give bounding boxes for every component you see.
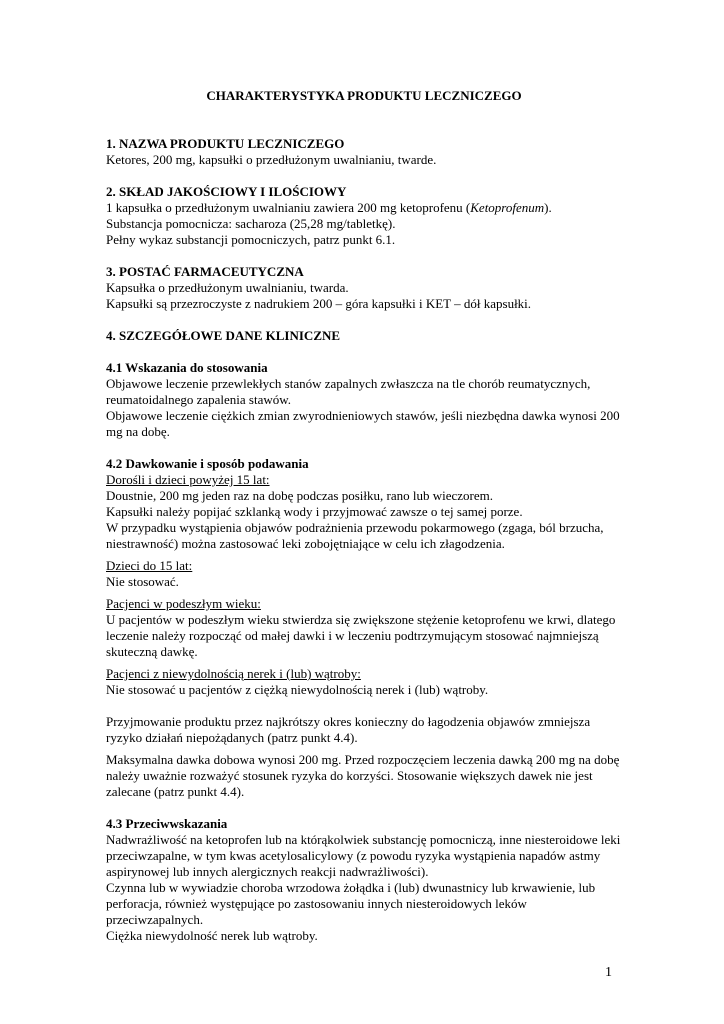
renal-label: Pacjenci z niewydolnością nerek i (lub) wątroby: [106, 666, 361, 681]
section-2-line-1 [106, 200, 622, 216]
max-dose-para: Maksymalna dawka dobowa wynosi 200 mg. Przed rozpoczęciem leczenia dawką 200 mg na dobę należy uważnie rozważyć stosunek ryzyka do korzyści. Stosowanie większych dawek nie jest zalecane (patrz punkt 4.4). [106, 752, 620, 799]
section-2-heading: 2. SKŁAD JAKOŚCIOWY I ILOŚCIOWY [106, 184, 347, 199]
section-3-heading: 3. POSTAĆ FARMACEUTYCZNA [106, 264, 304, 279]
page-number: 1 [605, 965, 612, 980]
section-2-line-2: Substancja pomocnicza: sacharoza (25,28 mg/tabletkę). [106, 216, 396, 231]
section-4-3-para-3: Ciężka niewydolność nerek lub wątroby. [106, 928, 318, 943]
section-4-1-para-2: Objawowe leczenie ciężkich zmian zwyrodnieniowych stawów, jeśli niezbędna dawka wynosi 200 mg na dobę. [106, 408, 620, 439]
section-3-line-1: Kapsułka o przedłużonym uwalnianiu, twarda. [106, 280, 349, 295]
elderly-line-1: U pacjentów w podeszłym wieku stwierdza się zwiększone stężenie ketoprofenu we krwi, dlatego leczenie należy rozpocząć od małej dawki i w leczeniu podtrzymującym stosować najmniejszą skuteczną dawkę. [106, 612, 616, 659]
section-4-2 [106, 456, 622, 800]
kids-label: Dzieci do 15 lat: [106, 558, 193, 573]
section-4-2-heading: 4.2 Dawkowanie i sposób podawania [106, 456, 309, 471]
adults-line-3: W przypadku wystąpienia objawów podrażnienia przewodu pokarmowego (zgaga, ból brzucha, niestrawność) można zastosować leki zobojętniające w celu ich złagodzenia. [106, 520, 604, 551]
section-3-line-2: Kapsułki są przezroczyste z nadrukiem 200 – góra kapsułki i KET – dół kapsułki. [106, 296, 532, 311]
section-3 [106, 264, 622, 312]
document-title: CHARAKTERYSTYKA PRODUKTU LECZNICZEGO [206, 88, 522, 103]
section-4-1-heading: 4.1 Wskazania do stosowania [106, 360, 268, 375]
adults-line-2: Kapsułki należy popijać szklanką wody i przyjmować zawsze o tej samej porze. [106, 504, 523, 519]
section-4-3-heading: 4.3 Przeciwwskazania [106, 816, 228, 831]
section-2-latin-name: Ketoprofenum [470, 200, 545, 215]
section-2-line-1c: ). [544, 200, 552, 215]
section-4-3-para-1: Nadwrażliwość na ketoprofen lub na którąkolwiek substancję pomocniczą, inne niesteroidowe leki przeciwzapalne, w tym kwas acetylosalicylowy (z powodu ryzyka wystąpienia napadów astmy aspirynowej lub innych alergicznych reakcji nadwrażliwości). [106, 832, 621, 879]
section-2-line-3: Pełny wykaz substancji pomocniczych, patrz punkt 6.1. [106, 232, 396, 247]
document-page [106, 88, 622, 960]
adults-line-1: Doustnie, 200 mg jeden raz na dobę podczas posiłku, rano lub wieczorem. [106, 488, 493, 503]
section-1-heading: 1. NAZWA PRODUKTU LECZNICZEGO [106, 136, 345, 151]
section-4-1-para-1: Objawowe leczenie przewlekłych stanów zapalnych zwłaszcza na tle chorób reumatycznych, reumatoidalnego zapalenia stawów. [106, 376, 591, 407]
section-4-3-para-2: Czynna lub w wywiadzie choroba wrzodowa żołądka i (lub) dwunastnicy lub krwawienie, lub perforacja, również występujące po zastosowaniu innych niesteroidowych leków przeciwzapalnych. [106, 880, 596, 927]
kids-line-1: Nie stosować. [106, 574, 179, 589]
section-2-line-1a: 1 kapsułka o przedłużonym uwalnianiu zawiera 200 mg ketoprofenu ( [106, 200, 471, 215]
section-4-1 [106, 360, 622, 440]
elderly-label: Pacjenci w podeszłym wieku: [106, 596, 261, 611]
section-4-heading: 4. SZCZEGÓŁOWE DANE KLINICZNE [106, 328, 341, 343]
short-duration-para: Przyjmowanie produktu przez najkrótszy okres konieczny do łagodzenia objawów zmniejsza ryzyko działań niepożądanych (patrz punkt 4.4). [106, 714, 591, 745]
section-2 [106, 184, 622, 248]
spacer [106, 698, 622, 714]
section-1 [106, 136, 622, 168]
renal-line-1: Nie stosować u pacjentów z ciężką niewydolnością nerek i (lub) wątroby. [106, 682, 489, 697]
section-1-text: Ketores, 200 mg, kapsułki o przedłużonym uwalnianiu, twarde. [106, 152, 437, 167]
adults-label: Dorośli i dzieci powyżej 15 lat: [106, 472, 270, 487]
section-4-3 [106, 816, 622, 944]
section-4 [106, 328, 622, 344]
